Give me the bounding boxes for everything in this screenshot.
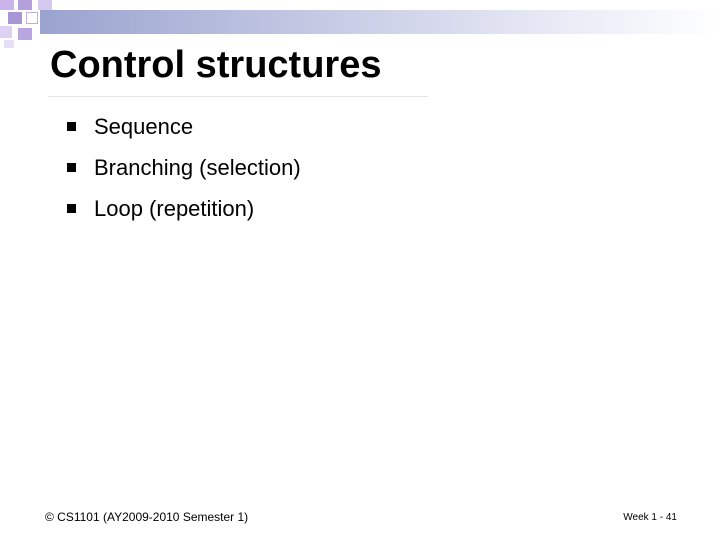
bullet-item — [60, 106, 301, 147]
decorative-square — [0, 26, 12, 38]
title-divider — [48, 96, 428, 97]
decorative-square — [38, 0, 52, 10]
bullet-item — [60, 188, 301, 229]
bullet-list — [60, 106, 301, 229]
decorative-square — [26, 12, 38, 24]
decorative-square — [0, 0, 14, 10]
decorative-square — [18, 28, 32, 40]
square-bullet-icon — [67, 122, 76, 131]
header-gradient-bar — [40, 10, 720, 34]
footer-copyright: © CS1101 (AY2009-2010 Semester 1) — [45, 510, 249, 524]
bullet-text: Sequence — [94, 113, 194, 139]
decorative-square — [8, 12, 22, 24]
square-bullet-icon — [67, 163, 76, 172]
bullet-item — [60, 147, 301, 188]
square-bullet-icon — [67, 204, 76, 213]
bullet-text: Branching (selection) — [94, 154, 301, 180]
footer-slide-number: Week 1 - 41 — [623, 512, 677, 523]
decorative-square — [4, 40, 14, 48]
bullet-text: Loop (repetition) — [94, 195, 255, 221]
decorative-square — [18, 0, 32, 10]
slide-title: Control structures — [50, 44, 382, 86]
